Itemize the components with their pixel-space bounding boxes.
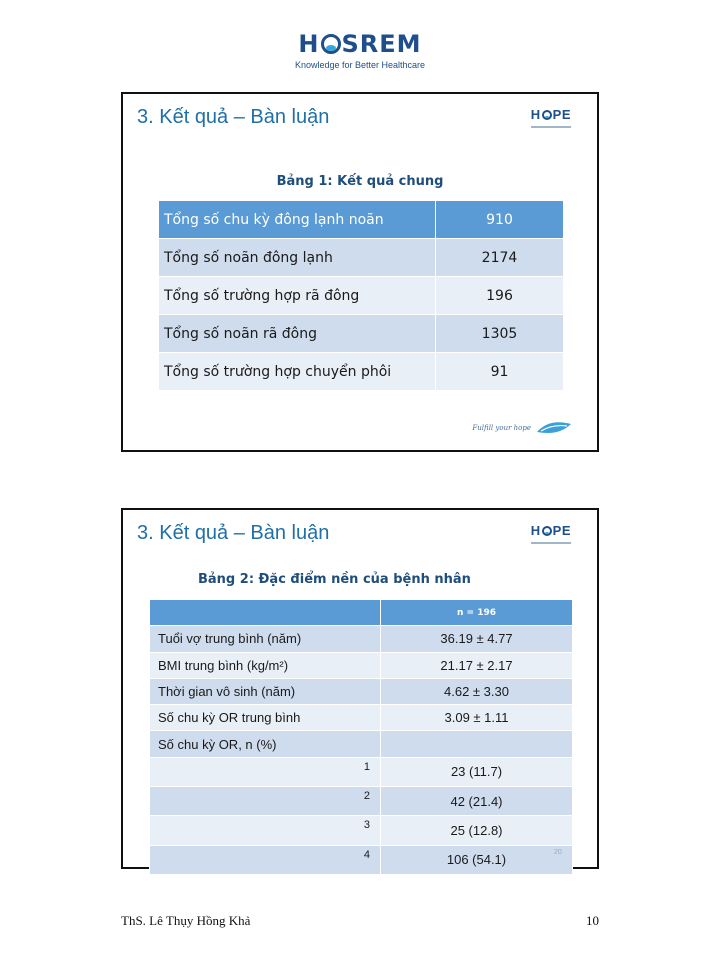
hope-logo	[531, 522, 571, 544]
logo-text-left: H	[298, 30, 320, 58]
row-value: 1305	[436, 315, 564, 353]
row-label: Số chu kỳ OR trung bình	[150, 705, 381, 731]
table-row	[150, 626, 573, 652]
slide-1	[121, 92, 599, 452]
hosrem-logo	[298, 30, 421, 58]
table-row	[159, 239, 564, 277]
row-value: 106 (54.1)	[381, 845, 573, 874]
row-value: 42 (21.4)	[381, 787, 573, 816]
table-row	[159, 315, 564, 353]
hope-logo	[531, 106, 571, 128]
table-row	[150, 816, 573, 845]
table-row	[150, 705, 573, 731]
hope-logo-right: PE	[552, 107, 571, 122]
row-value: 25 (12.8)	[381, 816, 573, 845]
hope-o-icon	[542, 110, 552, 120]
footer-author: ThS. Lê Thụy Hồng Khả	[121, 913, 251, 928]
row-level: 3	[150, 816, 381, 845]
table-row	[150, 787, 573, 816]
patient-characteristics-table	[149, 599, 573, 875]
leaf-icon	[535, 420, 573, 436]
row-label: Tuổi vợ trung bình (năm)	[150, 626, 381, 652]
row-label: BMI trung bình (kg/m²)	[150, 652, 381, 678]
row-value: 2174	[436, 239, 564, 277]
slide-2	[121, 508, 599, 869]
results-table	[158, 200, 564, 391]
table-caption: Bảng 2: Đặc điểm nền của bệnh nhân	[198, 572, 471, 587]
table-row	[150, 652, 573, 678]
footer-page-number: 10	[586, 913, 599, 928]
table-row	[159, 201, 564, 239]
row-value: 36.19 ± 4.77	[381, 626, 573, 652]
slide-number: 20	[554, 849, 562, 856]
row-value: 910	[436, 201, 564, 239]
globe-icon	[321, 34, 341, 54]
hope-o-icon	[542, 526, 552, 536]
header-cell-empty	[150, 600, 381, 626]
row-value	[381, 731, 573, 757]
header-cell-n: n = 196	[381, 600, 573, 626]
row-level: 4	[150, 845, 381, 874]
row-value: 91	[436, 353, 564, 391]
row-value: 4.62 ± 3.30	[381, 678, 573, 704]
row-label: Tổng số noãn đông lạnh	[159, 239, 436, 277]
header-tagline: Knowledge for Better Healthcare	[294, 60, 426, 70]
slide-title: 3. Kết quả – Bàn luận	[137, 106, 330, 128]
row-label: Tổng số trường hợp rã đông	[159, 277, 436, 315]
table-header-row	[150, 600, 573, 626]
row-label: Tổng số chu kỳ đông lạnh noãn	[159, 201, 436, 239]
fulfill-tagline-block	[472, 420, 573, 436]
logo-text-right: SREM	[341, 30, 422, 58]
fulfill-tagline: Fulfill your hope	[472, 424, 531, 432]
row-value: 196	[436, 277, 564, 315]
hope-logo-left: H	[530, 523, 541, 538]
table-row	[159, 353, 564, 391]
row-label: Tổng số trường hợp chuyển phôi	[159, 353, 436, 391]
slide-title: 3. Kết quả – Bàn luận	[137, 522, 330, 544]
table-row	[150, 757, 573, 786]
table-row	[150, 845, 573, 874]
row-label: Thời gian vô sinh (năm)	[150, 678, 381, 704]
table-row	[150, 731, 573, 757]
hope-subtitle-line	[531, 542, 571, 544]
table-caption: Bảng 1: Kết quả chung	[276, 174, 444, 189]
hope-logo-right: PE	[552, 523, 571, 538]
header-logo-block	[0, 30, 720, 70]
hope-subtitle-line	[531, 126, 571, 128]
row-value: 3.09 ± 1.11	[381, 705, 573, 731]
row-label: Số chu kỳ OR, n (%)	[150, 731, 381, 757]
row-value: 21.17 ± 2.17	[381, 652, 573, 678]
row-value: 23 (11.7)	[381, 757, 573, 786]
row-label: Tổng số noãn rã đông	[159, 315, 436, 353]
row-level: 1	[150, 757, 381, 786]
row-level: 2	[150, 787, 381, 816]
table-row	[150, 678, 573, 704]
table-row	[159, 277, 564, 315]
hope-logo-left: H	[530, 107, 541, 122]
